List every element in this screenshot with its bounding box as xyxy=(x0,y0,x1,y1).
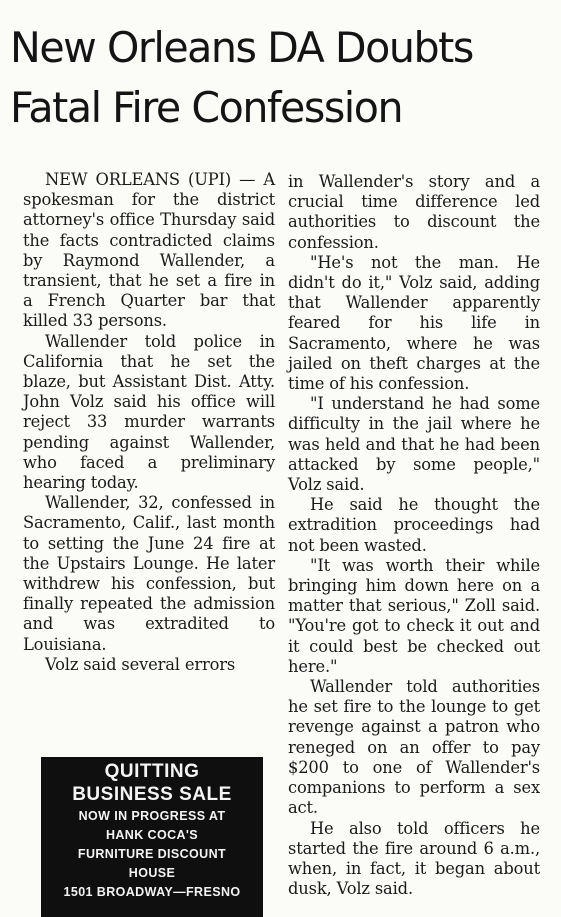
ad-title-line-1: QUITTING xyxy=(104,761,200,782)
article-paragraph: NEW ORLEANS (UPI) — A spokesman for the district attorney's office Thursday said the facts contradicted claims by Raymond Wallender, a transient, that he set a fire in a French Quarter bar that killed 33 persons. xyxy=(23,170,275,331)
headline xyxy=(10,18,544,138)
article-paragraph: "It was worth their while bringing him down here on a matter that serious," Zoll said. "You're got to check it out and it could best be checked out here." xyxy=(288,555,540,676)
article-paragraph: Wallender told police in California that he set the blaze, but Assistant Dist. Atty. John Volz said his office will reject 33 murder warrants pending against Wallender, who faced a preliminary hearing today. xyxy=(23,331,275,493)
article-paragraph: in Wallender's story and a crucial time difference led authorities to discount the confession. xyxy=(288,172,540,252)
article-paragraph: "He's not the man. He didn't do it," Volz said, adding that Wallender apparently feared for his life in Sacramento, where he was jailed on theft charges at the time of his confession. xyxy=(288,252,540,394)
article-right-column xyxy=(288,172,540,899)
article-left-column xyxy=(23,170,275,675)
ad-address-line: 1501 BROADWAY—FRESNO xyxy=(63,885,241,899)
article-paragraph: Volz said several errors xyxy=(45,654,236,674)
headline-line-1: New Orleans DA Doubts xyxy=(10,23,473,72)
ad-text-line: HOUSE xyxy=(128,866,176,880)
article-paragraph: "I understand he had some difficulty in the jail where he was held and that he had been attacked by some people," Volz said. xyxy=(288,394,540,495)
ad-text-line: NOW IN PROGRESS AT xyxy=(78,809,226,823)
advertisement-box xyxy=(41,757,263,917)
article-paragraph: He said he thought the extradition proceedings had not been wasted. xyxy=(288,495,540,555)
ad-title-line-2: BUSINESS SALE xyxy=(72,784,232,805)
article-paragraph: Wallender told authorities he set fire to the lounge to get revenge against a patron who reneged on an offer to pay $200 to one of Wallender's companions to perform a sex act. xyxy=(288,677,540,818)
headline-line-2: Fatal Fire Confession xyxy=(10,83,403,132)
ad-text-line: HANK COCA'S xyxy=(105,828,199,842)
ad-text-line: FURNITURE DISCOUNT xyxy=(77,847,227,861)
article-paragraph: He also told officers he started the fire around 6 a.m., when, in fact, it began about dusk, Volz said. xyxy=(288,818,540,899)
article-paragraph: Wallender, 32, confessed in Sacramento, Calif., last month to setting the June 24 fire at the Upstairs Lounge. He later withdrew his confession, but finally repeated the admission and was extradited to Louisiana. xyxy=(23,493,275,654)
